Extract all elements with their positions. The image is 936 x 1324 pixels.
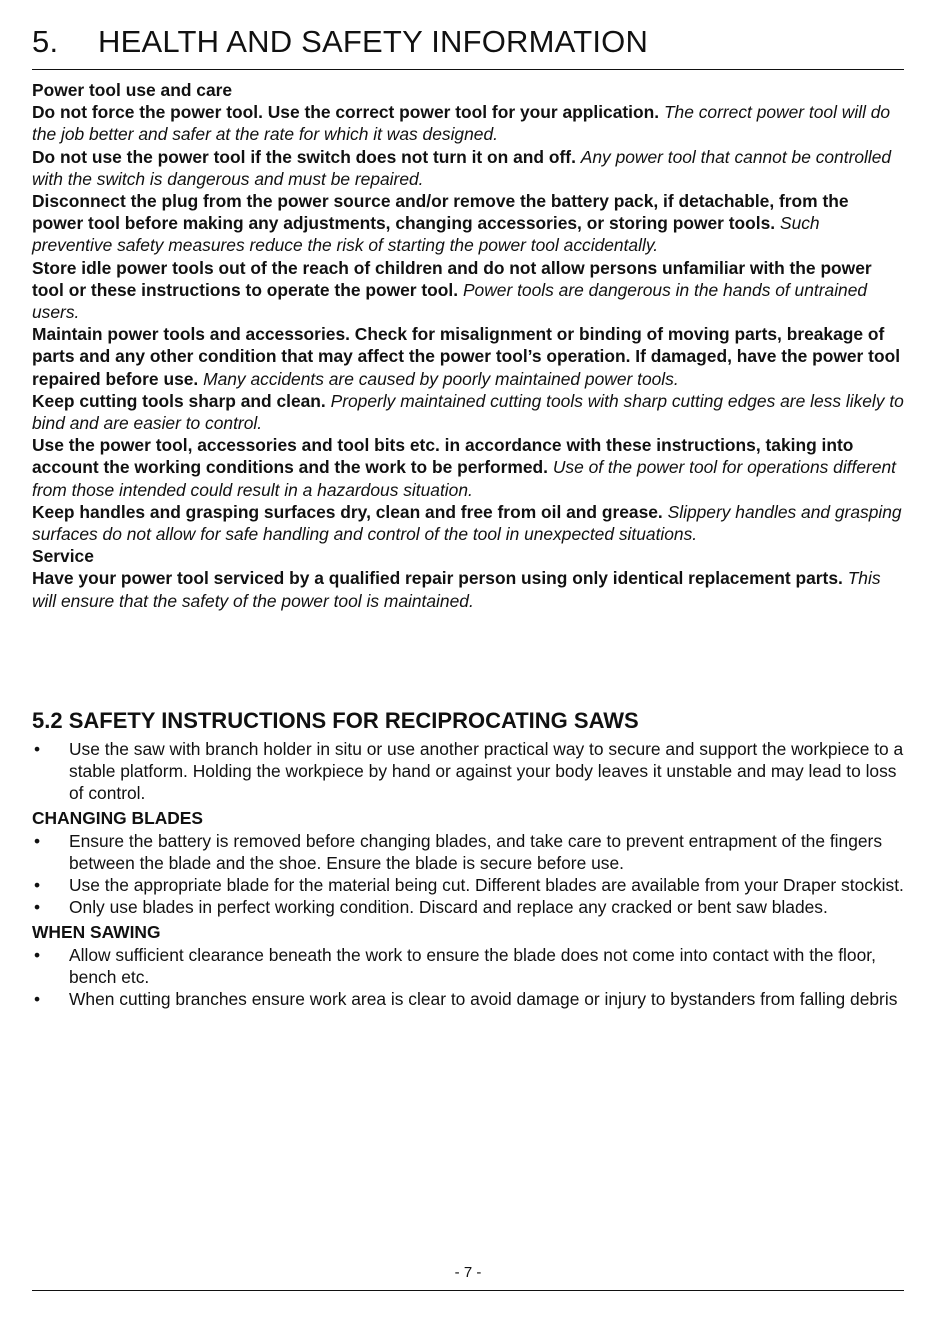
list-item-text: Allow sufficient clearance beneath the work to ensure the blade does not come into contact with the floor, bench etc. [69, 944, 876, 988]
paragraph-bold-text: Keep cutting tools sharp and clean. [32, 390, 326, 411]
list-item-text: Only use blades in perfect working condition. Discard and replace any cracked or bent saw blades. [69, 897, 828, 918]
list-item-text: Ensure the battery is removed before changing blades, and take care to prevent entrapment of the fingers between the blade and the shoe. Ensure the blade is secure before use. [69, 830, 883, 874]
bullet-icon: • [33, 875, 41, 896]
paragraph-bold-text: Disconnect the plug from the power source and/or remove the battery pack, if detachable, from the power tool before making any adjustments, changing accessories, or storing power tools. [32, 191, 849, 234]
list-item [32, 896, 904, 918]
section-number: 5. [32, 24, 59, 59]
bullet-icon: • [33, 989, 41, 1010]
safety-paragraph [32, 390, 904, 434]
list-item-text: When cutting branches ensure work area is clear to avoid damage or injury to bystanders from falling debris [69, 989, 898, 1010]
section-title-text: HEALTH AND SAFETY INFORMATION [98, 24, 649, 59]
paragraph-italic-text: Such preventive safety measures reduce the risk of starting the power tool accidentally. [32, 213, 820, 256]
list-item [32, 830, 904, 874]
list-item-text: Use the saw with branch holder in situ or use another practical way to secure and support the workpiece to a stable platform. Holding the workpiece by hand or against your body leaves it unstable and may lead to loss of control. [69, 739, 904, 804]
paragraph-bold-text: Have your power tool serviced by a qualified repair person using only identical replacement parts. [32, 568, 843, 589]
paragraph-italic-text: Power tools are dangerous in the hands of untrained users. [32, 279, 868, 323]
paragraph-italic-text: Properly maintained cutting tools with sharp cutting edges are less likely to bind and are easier to control. [32, 390, 904, 434]
intro-list [32, 738, 904, 805]
safety-paragraph [32, 190, 904, 257]
paragraph-bold-text: Keep handles and grasping surfaces dry, clean and free from oil and grease. [32, 501, 663, 522]
bullet-icon: • [33, 739, 41, 759]
paragraph-italic-text: This will ensure that the safety of the power tool is maintained. [32, 568, 881, 611]
page-number: - 7 - [454, 1264, 482, 1281]
paragraph-bold-text: Do not use the power tool if the switch does not turn it on and off. [32, 146, 576, 167]
safety-paragraph [32, 146, 904, 190]
bullet-icon: • [33, 897, 41, 918]
bullet-icon: • [33, 830, 41, 851]
list-item-text: Use the appropriate blade for the material being cut. Different blades are available from your Draper stockist. [69, 875, 904, 896]
changing-blades-list [32, 830, 904, 919]
safety-paragraph [32, 257, 904, 324]
safety-paragraph [32, 101, 904, 145]
paragraph-italic-text: The correct power tool will do the job better and safer at the rate for which it was designed. [32, 102, 891, 145]
paragraph-bold-text: Maintain power tools and accessories. Check for misalignment or binding of moving parts, breakage of parts and any other condition that may affect the power tool’s operation. If damaged, have the power tool repaired before use. [32, 324, 901, 389]
paragraph-italic-text: Use of the power tool for operations different from those intended could result in a hazardous situation. [32, 457, 896, 500]
paragraph-italic-text: Any power tool that cannot be controlled with the switch is dangerous and must be repaired. [32, 146, 892, 189]
when-sawing-list [32, 944, 904, 1011]
footer-divider [32, 1290, 904, 1291]
bullet-icon: • [33, 944, 41, 965]
section-title [32, 24, 648, 60]
list-item [32, 874, 904, 896]
subsection-title: 5.2 SAFETY INSTRUCTIONS FOR RECIPROCATING SAWS [32, 708, 639, 733]
safety-paragraph [32, 434, 904, 501]
subheading-changing-blades: CHANGING BLADES [32, 807, 204, 828]
safety-paragraph [32, 323, 904, 390]
title-divider [32, 69, 904, 70]
list-item [32, 738, 904, 805]
safety-paragraph [32, 501, 904, 545]
list-item [32, 988, 904, 1010]
power-tool-section [32, 79, 904, 612]
subheading-service: Service [32, 546, 94, 567]
reciprocating-saw-instructions [32, 738, 904, 1010]
paragraph-bold-text: Use the power tool, accessories and tool bits etc. in accordance with these instructions, taking into account the working conditions and the work to be performed. [32, 435, 854, 478]
subheading-power-tool-use: Power tool use and care [32, 80, 233, 100]
subheading-when-sawing: WHEN SAWING [32, 921, 161, 942]
paragraph-bold-text: Store idle power tools out of the reach of children and do not allow persons unfamiliar with the power tool or these instructions to operate the power tool. [32, 257, 872, 300]
paragraph-bold-text: Do not force the power tool. Use the correct power tool for your application. [32, 102, 660, 123]
service-paragraph [32, 567, 904, 611]
list-item [32, 944, 904, 988]
paragraph-italic-text: Slippery handles and grasping surfaces do not allow for safe handling and control of the tool in unexpected situations. [32, 501, 902, 545]
paragraph-italic-text: Many accidents are caused by poorly maintained power tools. [203, 368, 679, 389]
